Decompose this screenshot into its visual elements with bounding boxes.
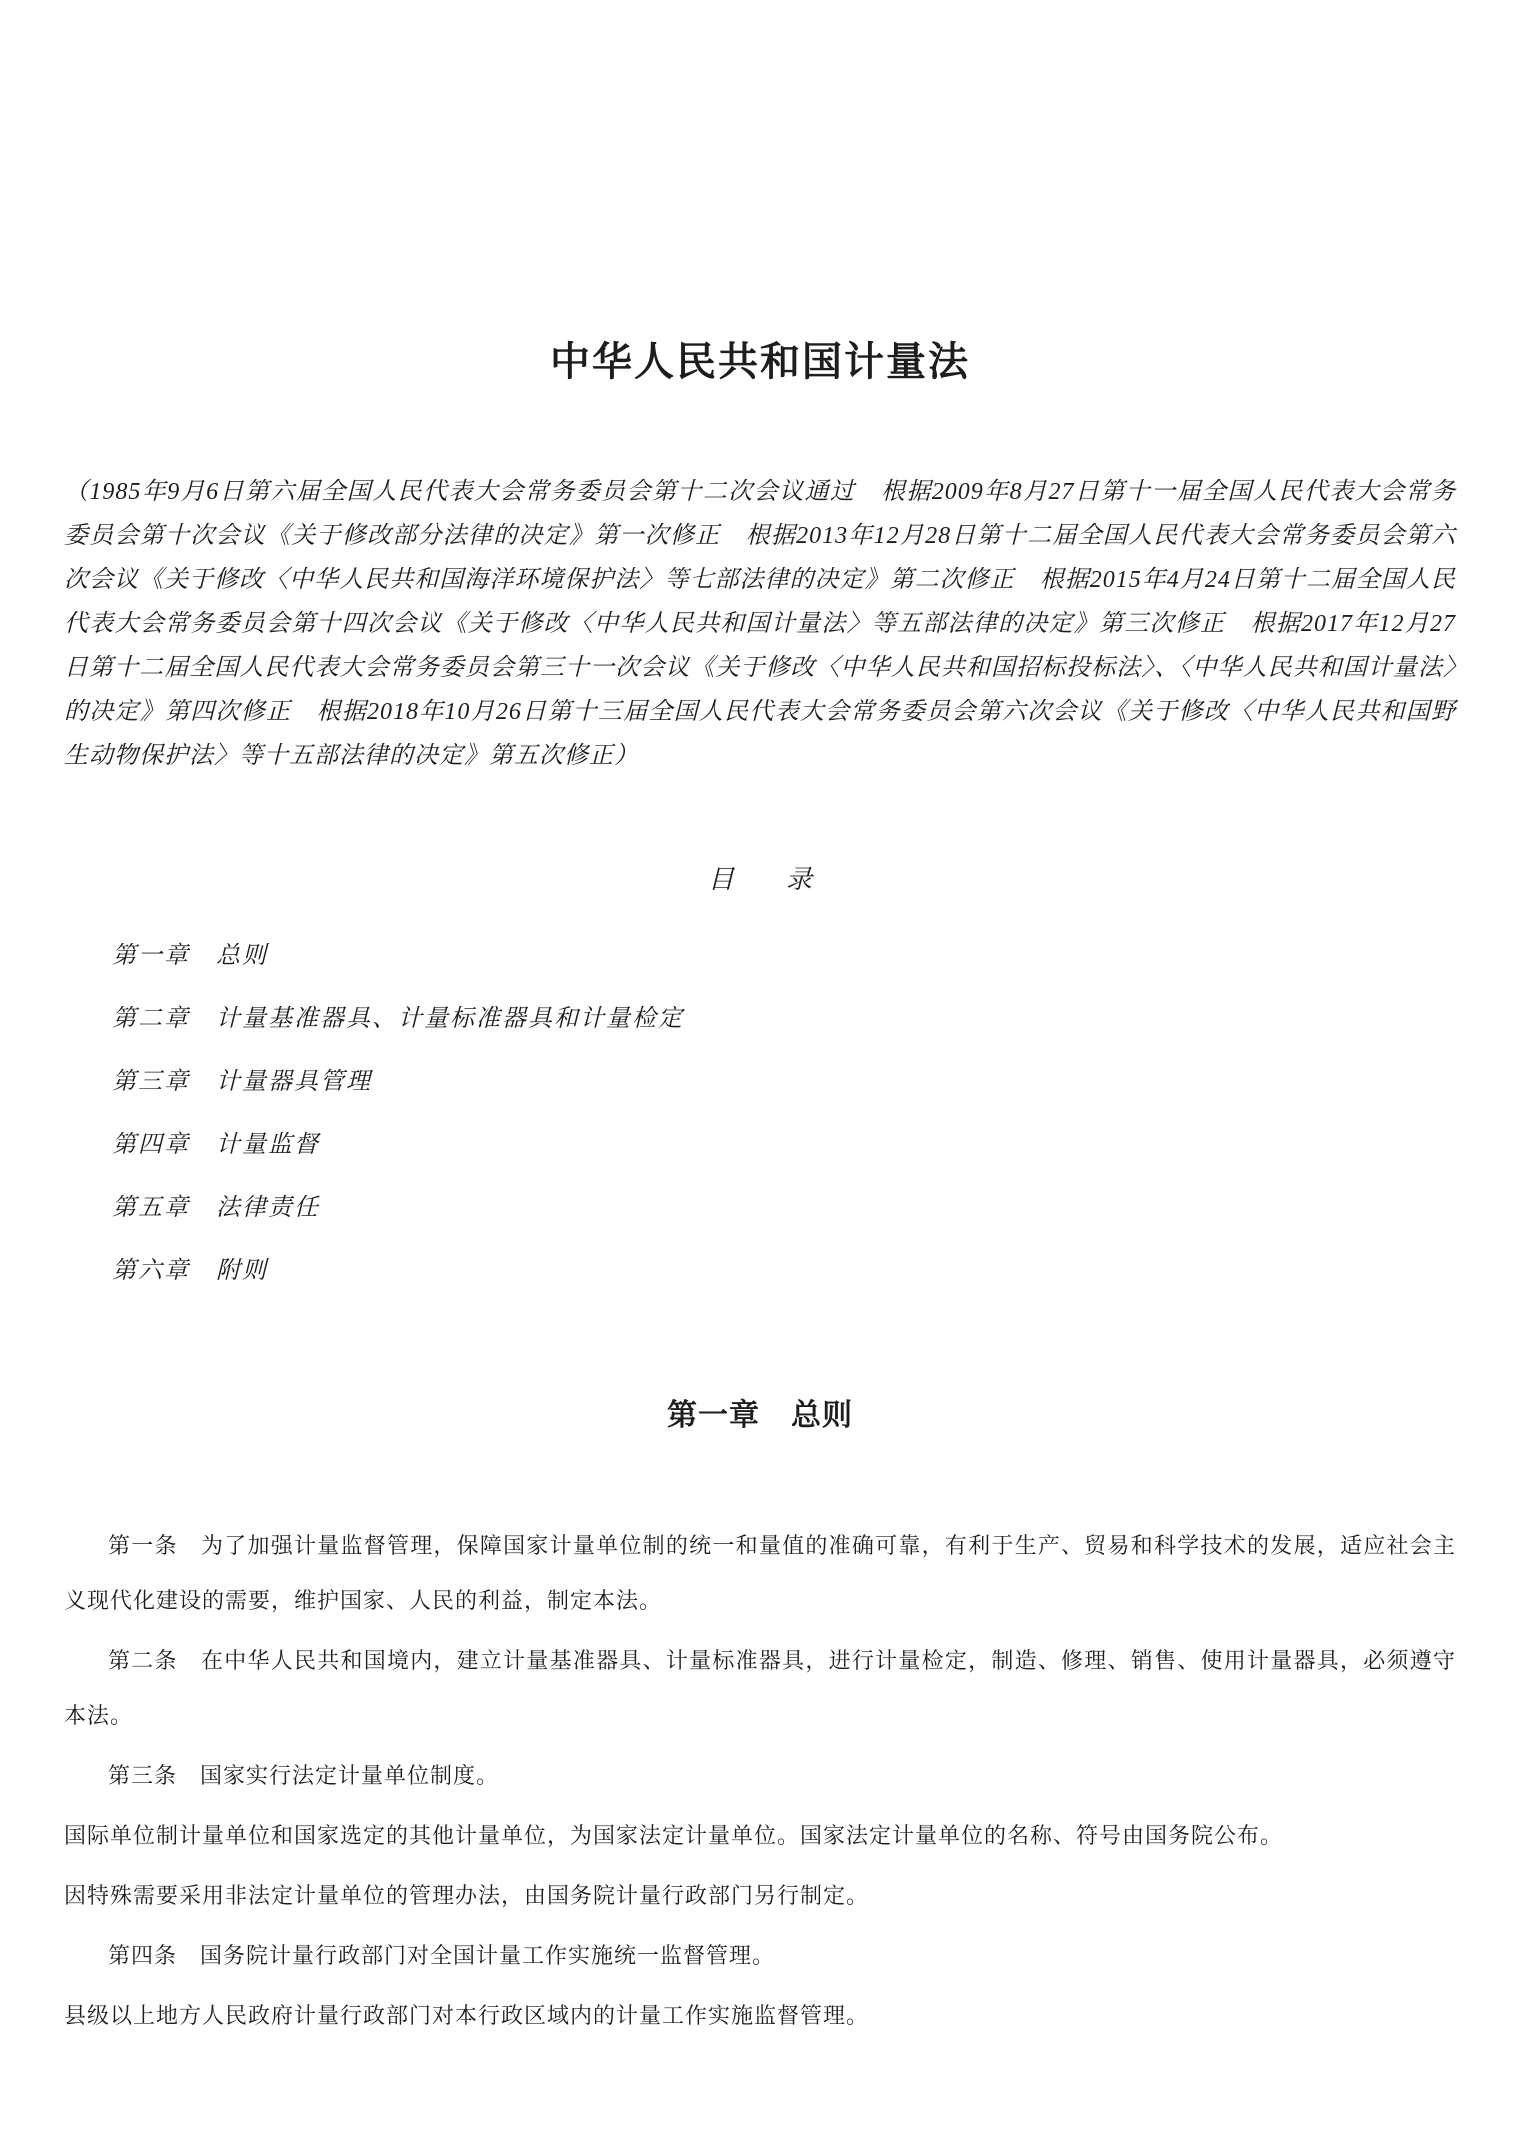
- article-3-subparagraph-1: 国际单位制计量单位和国家选定的其他计量单位，为国家法定计量单位。国家法定计量单位的名称、符号由国务院公布。: [64, 1823, 1284, 1848]
- chapter-1-body: [64, 1518, 1456, 2043]
- document-title: 中华人民共和国计量法: [550, 340, 970, 384]
- toc-item-chapter-6: 第六章 附则: [112, 1258, 268, 1284]
- toc-item-chapter-1: 第一章 总则: [112, 943, 268, 969]
- article-4-paragraph: 第四条 国务院计量行政部门对全国计量工作实施统一监督管理。: [108, 1943, 776, 1968]
- table-of-contents: [64, 941, 1456, 1286]
- toc-item-chapter-5: 第五章 法律责任: [112, 1195, 320, 1221]
- article-4-subparagraph-1: 县级以上地方人民政府计量行政部门对本行政区域内的计量工作实施监督管理。: [64, 2003, 870, 2028]
- toc-item-chapter-2: 第二章 计量基准器具、计量标准器具和计量检定: [112, 1006, 684, 1032]
- preamble-paragraph: （1985年9月6日第六届全国人民代表大会常务委员会第十二次会议通过 根据2009年8月27日第十一届全国人民代表大会常务委员会第十次会议《关于修改部分法律的决定》第一次修正 根据2013年12月28日第十二届全国人民代表大会常务委员会第六次会议《关于修改〈中华人民共和国海洋环境保护法〉等七部法律的决定》第二次修正 根据2015年4月24日第十二届全国人民代表大会常务委员会第十四次会议《关于修改〈中华人民共和国计量法〉等五部法律的决定》第三次修正 根据2017年12月27日第十二届全国人民代表大会常务委员会第三十一次会议《关于修改〈中华人民共和国招标投标法〉、〈中华人民共和国计量法〉的决定》第四次修正 根据2018年10月26日第十三届全国人民代表大会常务委员会第六次会议《关于修改〈中华人民共和国野生动物保护法〉等十五部法律的决定》第五次修正）: [64, 479, 1456, 769]
- article-3-paragraph: 第三条 国家实行法定计量单位制度。: [108, 1763, 500, 1788]
- toc-item-chapter-3: 第三章 计量器具管理: [112, 1069, 372, 1095]
- toc-heading: 目 录: [707, 865, 812, 894]
- article-2-paragraph: 第二条 在中华人民共和国境内，建立计量基准器具、计量标准器具，进行计量检定，制造、修理、销售、使用计量器具，必须遵守本法。: [64, 1648, 1456, 1728]
- article-1-paragraph: 第一条 为了加强计量监督管理，保障国家计量单位制的统一和量值的准确可靠，有利于生产、贸易和科学技术的发展，适应社会主义现代化建设的需要，维护国家、人民的利益，制定本法。: [64, 1533, 1456, 1613]
- article-3-subparagraph-2: 因特殊需要采用非法定计量单位的管理办法，由国务院计量行政部门另行制定。: [64, 1883, 870, 1908]
- toc-item-chapter-4: 第四章 计量监督: [112, 1132, 320, 1158]
- chapter-1-heading: 第一章 总则: [667, 1399, 853, 1432]
